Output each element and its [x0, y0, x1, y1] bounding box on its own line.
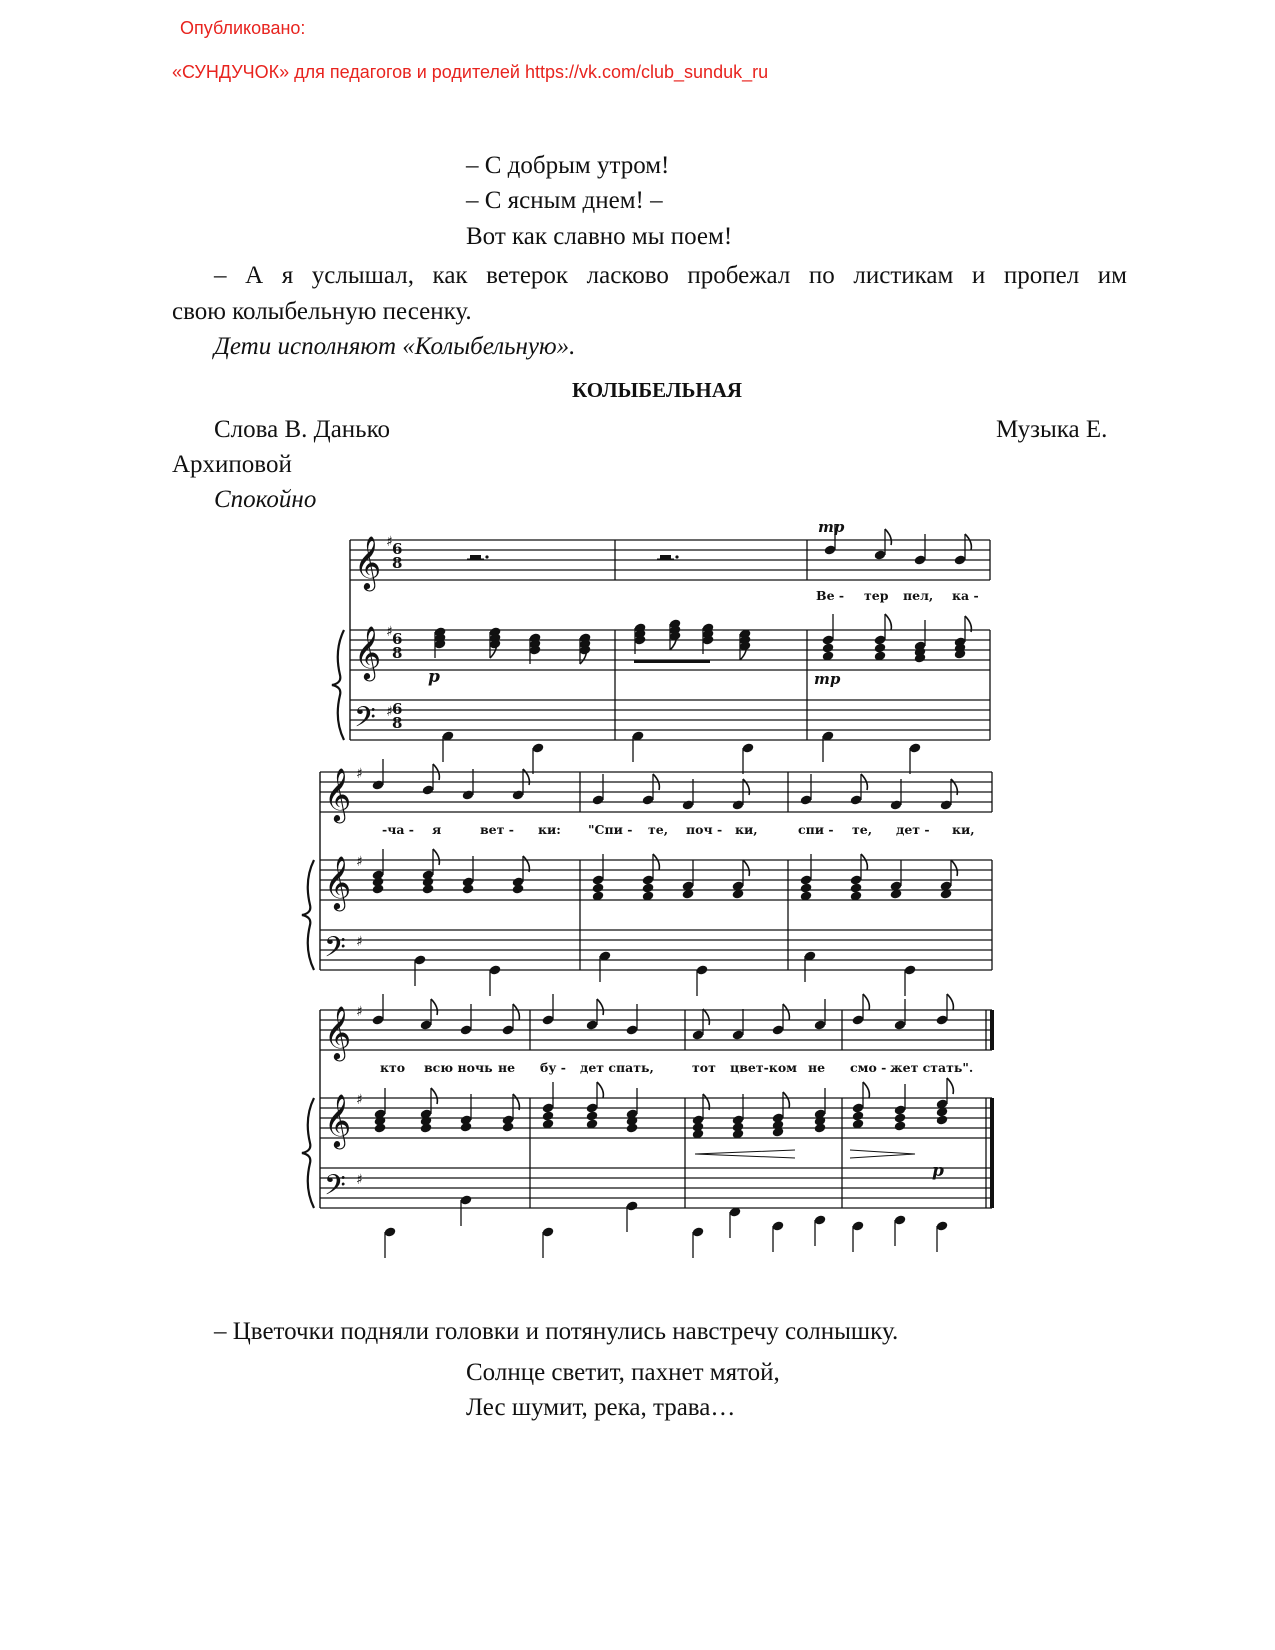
sharp-icon-51: ♯ [356, 934, 363, 950]
lyrics-credit: Слова В. Данько [214, 416, 390, 443]
note-flag-226 [653, 854, 659, 870]
lyric-2-9: спи - [798, 822, 834, 837]
brace-45 [302, 860, 314, 970]
note-flag-298 [947, 994, 953, 1010]
treble-clef-icon-47: 𝄞 [324, 855, 352, 909]
brace-16 [332, 630, 344, 740]
lyric-2-5: "Спи - [588, 822, 633, 837]
treble-clef-icon-17: 𝄞 [354, 535, 382, 589]
lyric-1-4: ка - [952, 588, 979, 603]
verse1-line-2: – С ясным днем! – [466, 187, 663, 214]
note-flag-210 [433, 849, 439, 865]
note-flag-101 [885, 529, 891, 545]
beam-143 [634, 660, 710, 663]
tempo-marking: Спокойно [214, 486, 317, 513]
score-notes [372, 524, 972, 1258]
time-sig-num-2: 6 [392, 630, 403, 648]
hairpin-361 [850, 1150, 915, 1158]
dynamic-marking-3: p [932, 1161, 944, 1181]
note-head-215 [462, 883, 475, 894]
sharp-icon-20: ♯ [386, 534, 393, 550]
hairpin-360 [695, 1150, 795, 1158]
time-sig-den-2: 8 [392, 644, 403, 662]
source-link-line[interactable]: «СУНДУЧОК» для педагогов и родителей https://vk.com/club_sunduk_ru [172, 62, 769, 82]
note-flag-150 [885, 614, 891, 630]
note-flag-283 [703, 1009, 709, 1025]
verse1-line-3: Вот как славно мы поем! [466, 223, 733, 250]
lyric-2-6: те, [648, 822, 669, 837]
published-label: Опубликовано: [180, 18, 306, 38]
note-head-212 [422, 883, 435, 894]
note-flag-288 [783, 1004, 789, 1020]
music-credit-continued: Архиповой [172, 451, 292, 478]
lyric-1-2: тер [864, 588, 889, 603]
lyric-2-4: ки: [538, 822, 561, 837]
dynamic-marking-2: mp [814, 670, 841, 688]
note-flag-357 [947, 1078, 953, 1094]
rest-dot-93 [485, 555, 488, 558]
lyric-2-10: те, [852, 822, 873, 837]
treble-clef-icon-18: 𝄞 [354, 625, 382, 679]
paragraph-2: – Цветочки подняли головки и потянулись навстречу солнышку. [214, 1318, 899, 1345]
paragraph-1 [172, 258, 1127, 330]
lyric-3-2: всю ночь [424, 1060, 493, 1075]
brace-74 [302, 1098, 314, 1208]
lyric-2-8: ки, [735, 822, 758, 837]
bass-clef-icon-19: 𝄢 [354, 701, 376, 741]
lyric-2-7: поч - [686, 822, 723, 837]
note-flag-273 [513, 1004, 519, 1020]
dynamic-marking-1: p [428, 667, 440, 687]
note-flag-234 [743, 860, 749, 876]
bass-clef-icon-77: 𝄢 [324, 1169, 346, 1209]
verse2-line-2: Лес шумит, река, трава… [466, 1394, 736, 1421]
note-flag-293 [863, 994, 869, 1010]
song-title: КОЛЫБЕЛЬНАЯ [572, 378, 743, 402]
sharp-icon-80: ♯ [356, 1172, 363, 1188]
sharp-icon-49: ♯ [356, 766, 363, 782]
note-flag-268 [431, 999, 437, 1015]
note-head-302 [374, 1122, 387, 1133]
time-sig-num-3: 6 [392, 700, 403, 718]
verse1-line-1: – С добрым утром! [466, 152, 670, 179]
lyric-2-2: я [432, 822, 442, 837]
note-flag-348 [863, 1082, 869, 1098]
time-sig-num-1: 6 [392, 540, 403, 558]
note-head-359 [936, 1114, 949, 1125]
verse2-line-1: Солнце светит, пахнет мятой, [466, 1359, 780, 1386]
lyric-3-8: не [808, 1060, 826, 1075]
lyric-3-7: цвет-ком [730, 1060, 798, 1075]
sharp-icon-78: ♯ [356, 1004, 363, 1020]
note-head-354 [894, 1120, 907, 1131]
stage-direction: Дети исполняют «Колыбельную». [214, 333, 576, 360]
time-sig-den-1: 8 [392, 554, 403, 572]
half-rest-91 [470, 555, 481, 559]
sharp-icon-79: ♯ [356, 1092, 363, 1108]
note-head-207 [372, 883, 385, 894]
lyric-1-3: пел, [903, 588, 934, 603]
paragraph-1-line-2: свою колыбельную песенку. [172, 298, 472, 325]
sharp-icon-22: ♯ [386, 704, 393, 720]
note-flag-242 [861, 854, 867, 870]
lyric-3-6: тот [692, 1060, 716, 1075]
time-sig-den-3: 8 [392, 714, 403, 732]
lyric-1-1: Ве - [816, 588, 845, 603]
note-head-345 [814, 1122, 827, 1133]
lyric-2-11: дет - [896, 822, 930, 837]
treble-clef-icon-76: 𝄞 [324, 1093, 352, 1147]
treble-clef-icon-46: 𝄞 [324, 767, 352, 821]
bass-clef-icon-48: 𝄢 [324, 931, 346, 971]
paragraph-1-line-1: – А я услышал, как ветерок ласково пробежал по листикам и пропел им [214, 262, 1127, 289]
lyric-3-9: смо - [850, 1060, 887, 1075]
note-flag-321 [597, 1082, 603, 1098]
sharp-icon-21: ♯ [386, 624, 393, 640]
note-head-327 [626, 1122, 639, 1133]
note-flag-106 [965, 534, 971, 550]
rest-dot-96 [675, 555, 678, 558]
note-head-314 [502, 1121, 515, 1132]
sheet-music-score [324, 518, 1000, 1265]
lyric-2-3: вет - [480, 822, 514, 837]
lyric-2-12: ки, [952, 822, 975, 837]
music-credit: Музыка Е. [996, 416, 1108, 443]
note-flag-278 [597, 999, 603, 1015]
note-flag-339 [783, 1092, 789, 1108]
sharp-icon-50: ♯ [356, 854, 363, 870]
lyric-3-4: бу - [540, 1060, 566, 1075]
note-flag-305 [431, 1088, 437, 1104]
treble-clef-icon-75: 𝄞 [324, 1005, 352, 1059]
note-flag-250 [951, 860, 957, 876]
half-rest-94 [660, 555, 671, 559]
ornament-marking-voice: mp [818, 518, 845, 536]
lyric-3-10: жет стать". [890, 1060, 974, 1075]
note-head-310 [460, 1121, 473, 1132]
note-head-307 [420, 1122, 433, 1133]
note-head-219 [512, 883, 525, 894]
score-staves [302, 534, 992, 1209]
lyric-2-1: -ча - [382, 822, 414, 837]
lyric-3-1: кто [380, 1060, 406, 1075]
lyric-3-3: не [498, 1060, 516, 1075]
lyric-3-5: дет спать, [580, 1060, 654, 1075]
